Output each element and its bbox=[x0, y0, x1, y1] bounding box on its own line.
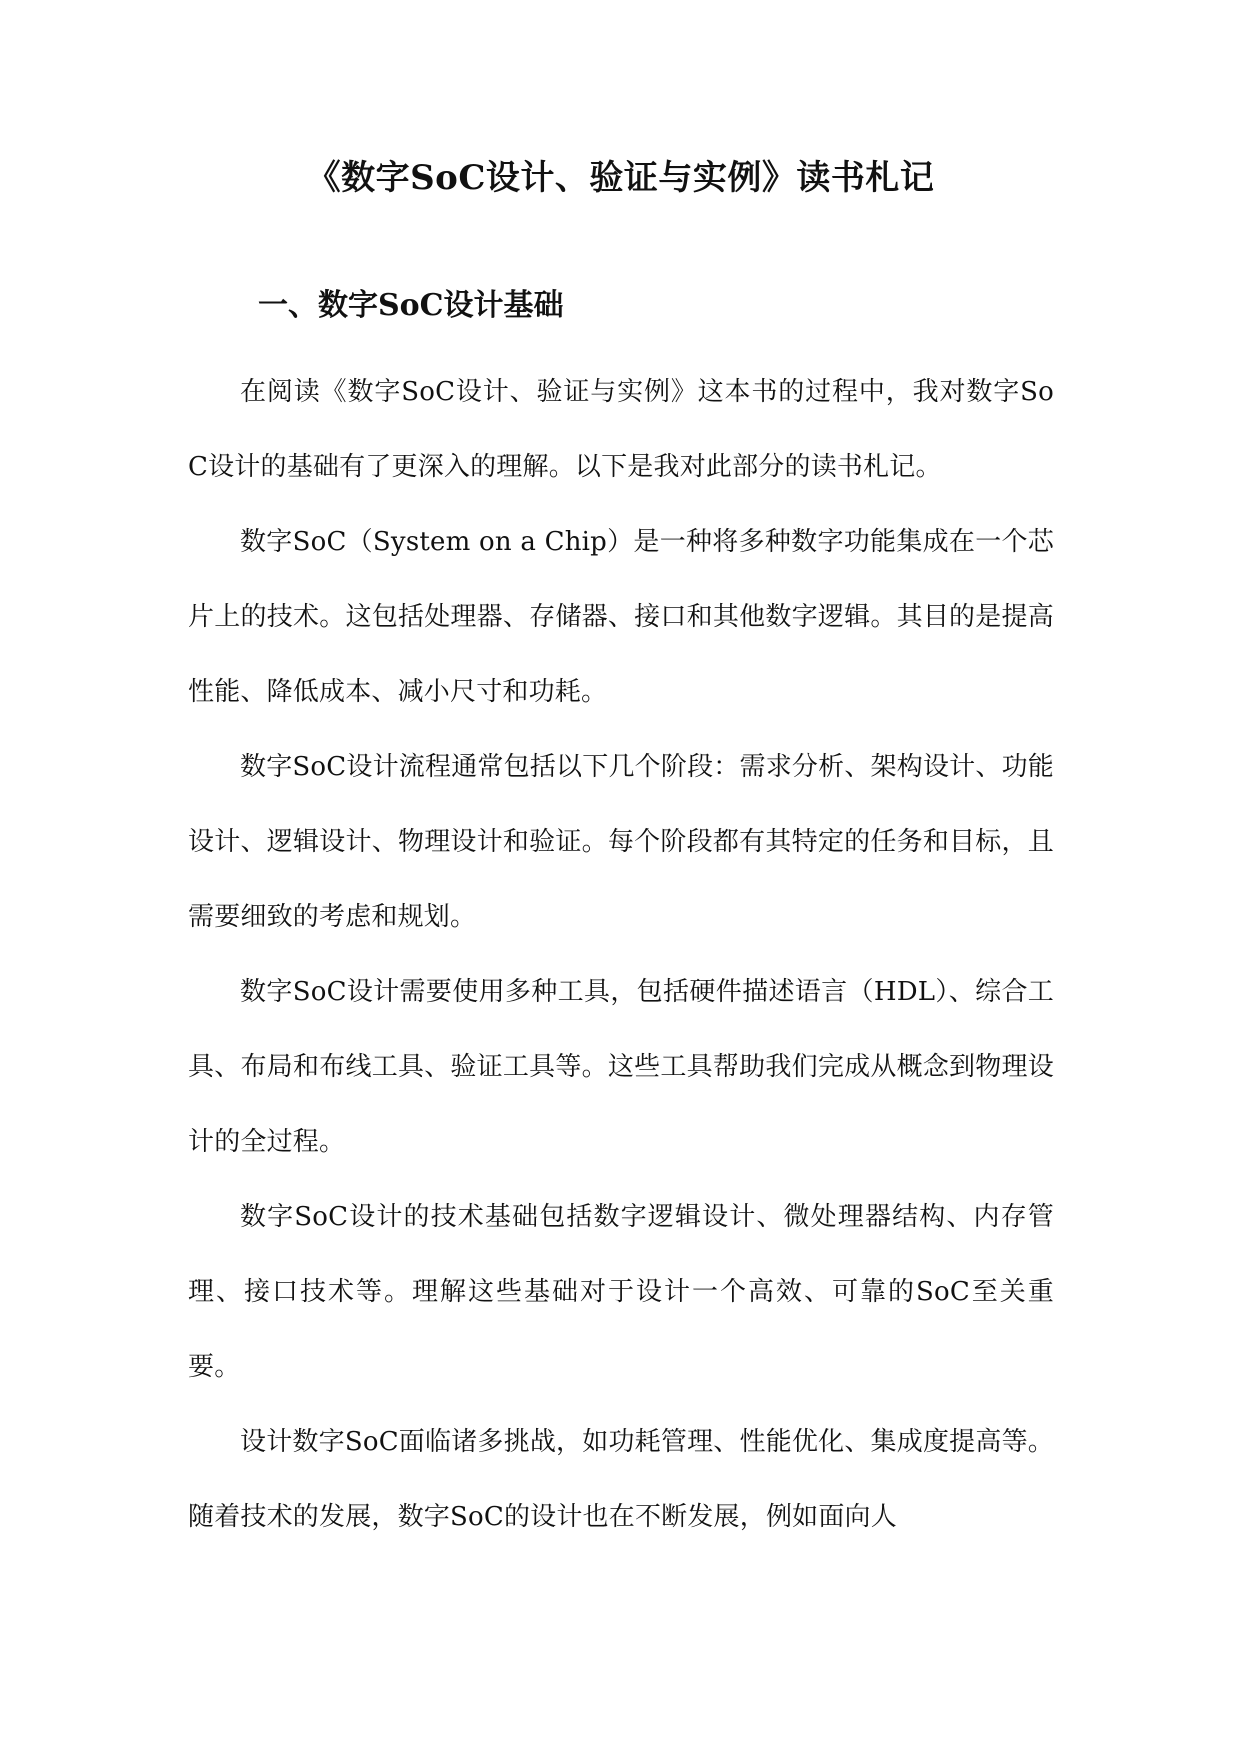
document-body bbox=[188, 355, 1054, 1555]
paragraph: 数字SoC设计的技术基础包括数字逻辑设计、微处理器结构、内存管理、接口技术等。理解这些基础对于设计一个高效、可靠的SoC至关重要。 bbox=[188, 1202, 1054, 1382]
paragraph: 数字SoC设计需要使用多种工具，包括硬件描述语言（HDL）、综合工具、布局和布线工具、验证工具等。这些工具帮助我们完成从概念到物理设计的全过程。 bbox=[188, 977, 1054, 1157]
document-title: 《数字SoC设计、验证与实例》读书札记 bbox=[306, 158, 935, 198]
paragraph: 在阅读《数字SoC设计、验证与实例》这本书的过程中，我对数字SoC设计的基础有了更深入的理解。以下是我对此部分的读书札记。 bbox=[188, 377, 1054, 482]
paragraph: 数字SoC设计流程通常包括以下几个阶段：需求分析、架构设计、功能设计、逻辑设计、物理设计和验证。每个阶段都有其特定的任务和目标，且需要细致的考虑和规划。 bbox=[188, 752, 1054, 932]
paragraph: 数字SoC（System on a Chip）是一种将多种数字功能集成在一个芯片上的技术。这包括处理器、存储器、接口和其他数字逻辑。其目的是提高性能、降低成本、减小尺寸和功耗。 bbox=[188, 527, 1054, 707]
section-heading: 一、数字SoC设计基础 bbox=[258, 288, 564, 323]
paragraph: 设计数字SoC面临诸多挑战，如功耗管理、性能优化、集成度提高等。随着技术的发展，数字SoC的设计也在不断发展，例如面向人 bbox=[188, 1427, 1054, 1532]
